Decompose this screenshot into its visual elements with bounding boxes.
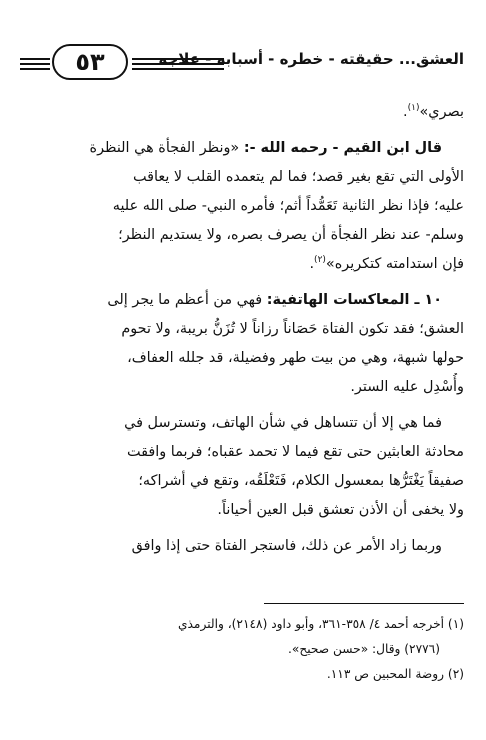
- text-line: الأولى التي تقع بغير قصد؛ فما لم يتعمده القلب لا يعاقب: [132, 169, 464, 185]
- header-rule: [132, 63, 224, 65]
- header-rule: [20, 68, 50, 70]
- footnote-ref: (١): [407, 103, 420, 114]
- running-title: العشق... حقيقته - خطره - أسبابه - علاجه: [158, 50, 464, 68]
- text-line: محادثة العابثين حتى تقع فيما لا تحمد عقباه؛ فربما وافقت: [127, 444, 464, 460]
- body-text: [22, 98, 464, 561]
- text-run: .: [403, 104, 408, 120]
- header-rule: [132, 58, 224, 60]
- paragraph-gap: [22, 279, 464, 286]
- text-run: فهي من أعظم ما يجر إلى: [107, 292, 267, 308]
- text-run: فإن استدامته كتكريره»: [325, 256, 464, 272]
- header-rule: [20, 58, 50, 60]
- footnote-line: (١) أخرجه أحمد ٤/ ٣٥٨-٣٦١، وأبو داود (٢١٤٨)، والترمذي: [178, 617, 464, 631]
- text-run: «ونظر الفجأة هي النظرة: [89, 140, 244, 156]
- page-number-badge: [52, 44, 128, 80]
- footnote-line: (٢٧٧٦) وقال: «حسن صحيح».: [288, 642, 440, 656]
- paragraph-gap: [22, 525, 464, 532]
- page-number: ٥٣: [75, 48, 105, 76]
- text-run: بصري»: [419, 104, 464, 120]
- footnotes: [22, 612, 464, 687]
- text-line: [22, 250, 464, 279]
- running-header: [20, 44, 464, 90]
- paragraph-gap: [22, 402, 464, 409]
- text-line: وربما زاد الأمر عن ذلك، فاستجر الفتاة حتى إذا وافق: [131, 538, 442, 554]
- text-line: وسلم- عند نظر الفجأة أن يصرف بصره، ولا يستديم النظر؛: [118, 227, 464, 243]
- text-line: ولا يخفى أن الأذن تعشق قبل العين أحياناً.: [217, 502, 464, 518]
- header-rule: [20, 63, 50, 65]
- text-line: حولها شبهة، وهي من بيت طهر وفضيلة، قد جلله العفاف،: [127, 350, 464, 366]
- text-line: وأُسْدِل عليه الستر.: [350, 379, 464, 395]
- text-line: العشق؛ فقد تكون الفتاة حَصَاناً رزاناً لا تُزَنُّ بريبة، ولا تحوم: [121, 321, 464, 337]
- section-heading: ١٠ ـ المعاكسات الهاتفية:: [266, 292, 442, 308]
- text-line: فما هي إلا أن تتساهل في شأن الهاتف، وتسترسل في: [124, 415, 442, 431]
- text-line: [22, 286, 464, 315]
- text-line: صفيقاً يَغْتَرُّها بمعسول الكلام، فَتَعْلَقُه، وتقع في أشراكه؛: [138, 473, 464, 489]
- text-run: .: [309, 256, 315, 272]
- text-line: عليه؛ فإذا نظر الثانية تَعَمُّداً أثم؛ فأمره النبي- صلى الله عليه: [112, 198, 464, 214]
- text-line: [22, 98, 464, 127]
- quote-heading: قال ابن القيم - رحمه الله -:: [243, 140, 442, 156]
- text-line: [22, 134, 464, 163]
- footnote-line: (٢) روضة المحبين ص ١١٣.: [326, 667, 464, 681]
- footnote-separator: [264, 603, 464, 604]
- footnote-ref: (٢): [314, 255, 326, 266]
- paragraph-gap: [22, 127, 464, 134]
- header-rule: [132, 68, 224, 70]
